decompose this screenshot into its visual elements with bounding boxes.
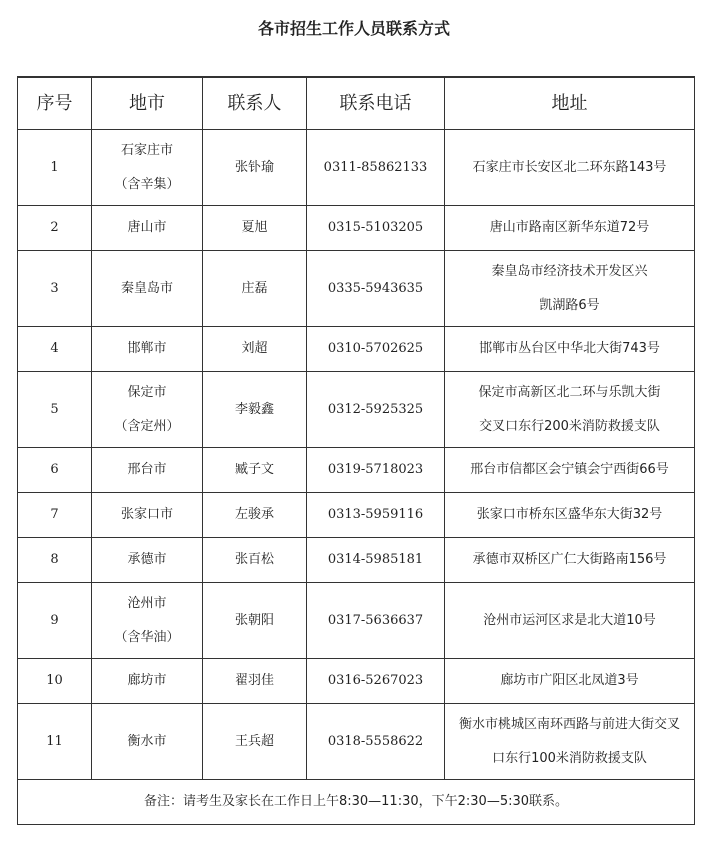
row-contact: 王兵超: [203, 704, 307, 780]
row-phone: 0316-5267023: [307, 659, 445, 704]
row-address: [445, 327, 695, 372]
row-city: [92, 493, 203, 538]
row-index: 3: [18, 251, 92, 327]
row-index: 6: [18, 448, 92, 493]
row-phone: 0317-5636637: [307, 583, 445, 659]
row-phone: 0319-5718023: [307, 448, 445, 493]
table-row: [18, 251, 695, 327]
city-line: 张家口市: [120, 507, 173, 522]
city-line: 廊坊市: [127, 673, 167, 688]
row-city: [92, 251, 203, 327]
row-phone: 0310-5702625: [307, 327, 445, 372]
address-line: 衡水市桃城区南环西路与前进大街交叉: [458, 716, 680, 732]
row-index: 4: [18, 327, 92, 372]
table-row: [18, 372, 695, 448]
row-city: [92, 448, 203, 493]
header-city: 地市: [92, 77, 203, 130]
row-index: 1: [18, 130, 92, 206]
row-phone: 0314-5985181: [307, 538, 445, 583]
row-address: [445, 583, 695, 659]
row-contact: 刘超: [203, 327, 307, 372]
row-phone: 0335-5943635: [307, 251, 445, 327]
address-line: 廊坊市广阳区北凤道3号: [500, 673, 639, 688]
row-address: [445, 372, 695, 448]
address-line: 邯郸市丛台区中华北大街743号: [479, 341, 660, 356]
address-line: 邢台市信都区会宁镇会宁西街66号: [470, 462, 669, 477]
table-row: [18, 583, 695, 659]
table-row: [18, 130, 695, 206]
row-address: [445, 251, 695, 327]
row-contact: 张钋瑜: [203, 130, 307, 206]
row-contact: 夏旭: [203, 206, 307, 251]
row-index: 7: [18, 493, 92, 538]
row-index: 9: [18, 583, 92, 659]
address-line: 石家庄市长安区北二环东路143号: [472, 159, 667, 175]
address-line: 沧州市运河区求是北大道10号: [483, 612, 656, 628]
row-city: [92, 130, 203, 206]
table-header-row: [18, 77, 695, 130]
address-line: 口东行100米消防救援支队: [492, 750, 647, 766]
row-address: [445, 538, 695, 583]
city-line: 保定市: [127, 384, 167, 400]
row-phone: 0313-5959116: [307, 493, 445, 538]
address-line: 张家口市桥东区盛华东大街32号: [476, 507, 663, 522]
address-line: 承德市双桥区广仁大街路南156号: [472, 552, 667, 567]
row-phone: 0312-5925325: [307, 372, 445, 448]
row-contact: 张朝阳: [203, 583, 307, 659]
header-address: 地址: [445, 77, 695, 130]
table-row: [18, 206, 695, 251]
row-contact: 翟羽佳: [203, 659, 307, 704]
city-line: （含辛集）: [114, 176, 180, 192]
address-line: 唐山市路南区新华东道72号: [489, 220, 650, 235]
table-row: [18, 704, 695, 780]
row-contact: 张百松: [203, 538, 307, 583]
table-row: [18, 659, 695, 704]
row-contact: 左骏承: [203, 493, 307, 538]
contacts-table: [17, 76, 695, 825]
table-row: [18, 538, 695, 583]
city-line: 邢台市: [127, 462, 167, 477]
header-phone: 联系电话: [307, 77, 445, 130]
row-city: [92, 327, 203, 372]
row-city: [92, 538, 203, 583]
page-title: 各市招生工作人员联系方式: [257, 19, 450, 38]
note-row: [18, 780, 695, 825]
row-address: [445, 704, 695, 780]
city-line: 秦皇岛市: [120, 280, 173, 296]
row-index: 5: [18, 372, 92, 448]
address-line: 秦皇岛市经济技术开发区兴: [491, 263, 648, 279]
table-row: [18, 448, 695, 493]
row-city: [92, 659, 203, 704]
row-address: [445, 130, 695, 206]
row-city: [92, 206, 203, 251]
row-index: 2: [18, 206, 92, 251]
row-address: [445, 448, 695, 493]
city-line: （含华油）: [114, 629, 180, 645]
row-address: [445, 206, 695, 251]
note-text: 备注：请考生及家长在工作日上午8:30—11:30，下午2:30—5:30联系。: [18, 780, 695, 825]
row-index: 11: [18, 704, 92, 780]
city-line: （含定州）: [114, 418, 180, 434]
row-phone: 0311-85862133: [307, 130, 445, 206]
header-index: 序号: [18, 77, 92, 130]
row-contact: 李毅鑫: [203, 372, 307, 448]
row-city: [92, 704, 203, 780]
address-line: 保定市高新区北二环与乐凯大街: [478, 384, 661, 400]
table-row: [18, 327, 695, 372]
row-city: [92, 583, 203, 659]
row-index: 10: [18, 659, 92, 704]
header-contact: 联系人: [203, 77, 307, 130]
row-phone: 0318-5558622: [307, 704, 445, 780]
row-city: [92, 372, 203, 448]
row-address: [445, 493, 695, 538]
city-line: 沧州市: [127, 595, 167, 611]
row-contact: 庄磊: [203, 251, 307, 327]
city-line: 石家庄市: [120, 142, 173, 158]
row-index: 8: [18, 538, 92, 583]
city-line: 承德市: [127, 552, 167, 567]
row-address: [445, 659, 695, 704]
row-contact: 臧子文: [203, 448, 307, 493]
city-line: 唐山市: [127, 220, 167, 235]
city-line: 衡水市: [127, 733, 167, 749]
table-row: [18, 493, 695, 538]
address-line: 凯湖路6号: [539, 297, 600, 313]
row-phone: 0315-5103205: [307, 206, 445, 251]
address-line: 交叉口东行200米消防救援支队: [479, 418, 660, 434]
city-line: 邯郸市: [127, 341, 167, 356]
